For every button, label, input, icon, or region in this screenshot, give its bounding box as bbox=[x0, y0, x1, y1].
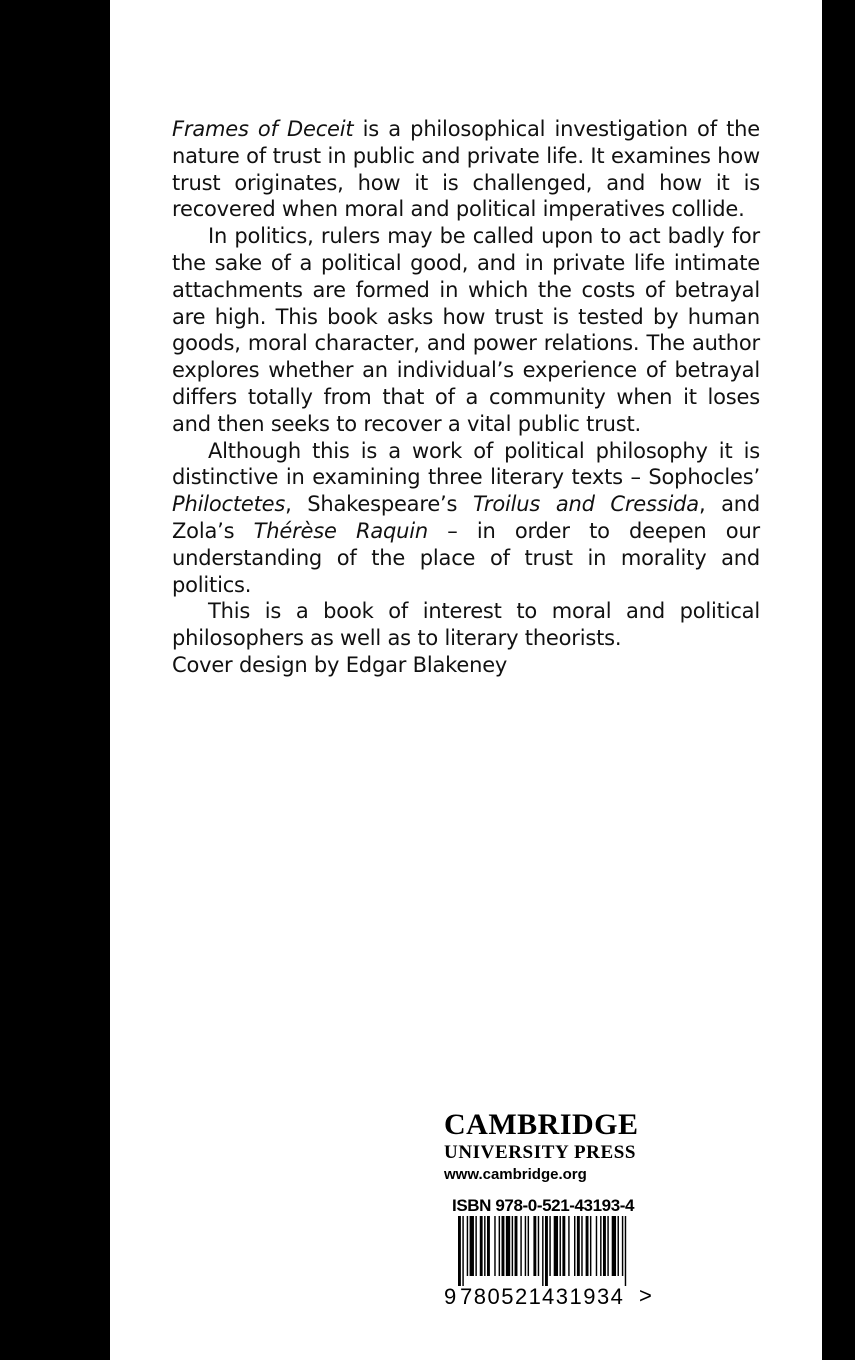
publisher-name: CAMBRIDGE bbox=[444, 1108, 639, 1141]
barcode-bars-icon bbox=[444, 1216, 660, 1286]
cover-design-credit: Cover design by Edgar Blakeney bbox=[172, 653, 508, 677]
barcode-group-right: 431934 bbox=[542, 1284, 625, 1309]
work-title-troilus: Troilus and Cressida bbox=[472, 492, 699, 517]
blurb-paragraph-3: Although this is a work of political philosophy it is distinctive in examining three literary texts – Sophocles’ Philoctetes, Shakespeare’s Troilus and Cressida, and Zola’s Thérèse Raquin – in order to deepen our understanding of the place of trust in morality and politics. bbox=[172, 438, 760, 597]
isbn-label: ISBN 978-0-521-43193-4 bbox=[452, 1196, 635, 1215]
blurb-paragraph-2: In politics, rulers may be called upon to act badly for the sake of a political good, and in private life intimate attachments are formed in which the costs of betrayal are high. This book asks how trust is tested by human goods, moral character, and power relations. The author explores whether an individual’s experience of betrayal differs totally from that of a community when it loses and then seeks to recover a vital public trust. bbox=[172, 224, 760, 436]
barcode-lead-digit: 9 bbox=[444, 1284, 458, 1309]
work-title-therese: Thérèse Raquin bbox=[253, 518, 428, 543]
publisher-subname: UNIVERSITY PRESS bbox=[444, 1142, 637, 1163]
blurb-paragraph-1: Frames of Deceit is a philosophical investigation of the nature of trust in public and private life. It examines how trust originates, how it is challenged, and how it is recovered when moral and political imperatives collide. bbox=[172, 117, 760, 222]
barcode-quiet-mark: > bbox=[639, 1283, 654, 1308]
blurb-paragraph-4: This is a book of interest to moral and political philosophers as well as to literary theorists. bbox=[172, 599, 760, 651]
barcode-group-left: 780521 bbox=[460, 1284, 543, 1309]
publisher-logo bbox=[444, 1108, 674, 1186]
book-title: Frames of Deceit bbox=[172, 117, 354, 141]
blurb-text bbox=[172, 116, 760, 652]
work-title-philoctetes: Philoctetes bbox=[172, 492, 286, 517]
publisher-url: www.cambridge.org bbox=[444, 1166, 587, 1183]
